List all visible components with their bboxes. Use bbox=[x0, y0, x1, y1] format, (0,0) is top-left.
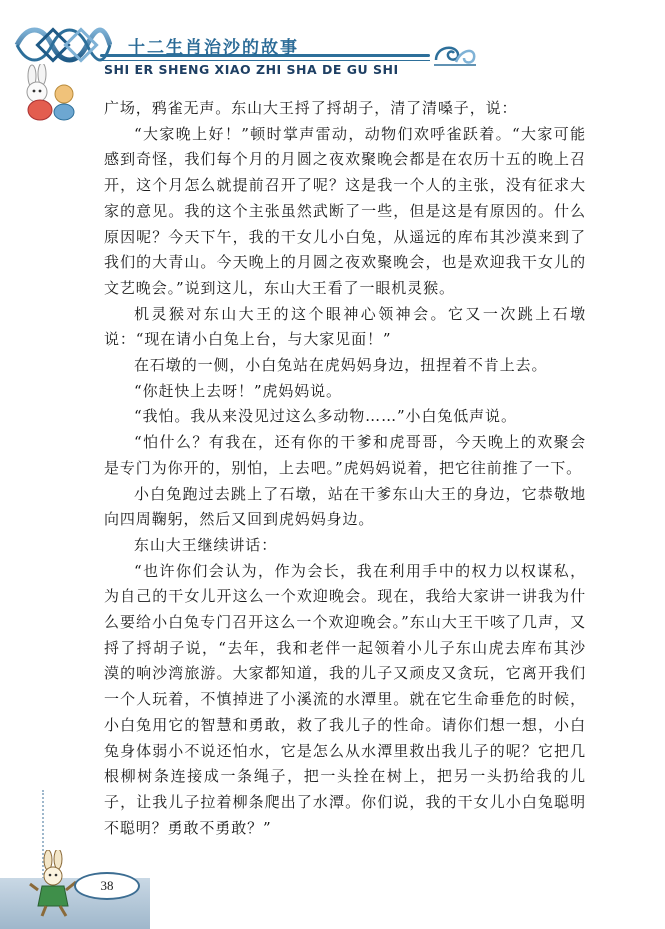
paragraph: “你赶快上去呀！”虎妈妈说。 bbox=[134, 381, 342, 400]
white-rabbit-icon bbox=[18, 64, 80, 122]
header-rule-thin bbox=[100, 60, 430, 61]
paragraph: 东山大王继续讲话： bbox=[134, 535, 278, 554]
cloud-swirl-icon bbox=[432, 38, 478, 68]
paragraph: 机灵猴对东山大王的这个眼神心领神会。它又一次跳上石墩说：“现在请小白兔上台，与大家见面！” bbox=[104, 304, 586, 349]
paragraph: “也许你们会认为，作为会长，我在利用手中的权力以权谋私，为自己的干女儿开这么一个欢迎晚会。现在，我给大家讲一讲我为什么要给小白兔专门召开这么一个欢迎晚会。”东山大王干咳了几声，又捋了捋胡子说，“去年，我和老伴一起领着小儿子东山虎去库布其沙漠的响沙湾旅游。大家都知道，我的儿子又顽皮又贪玩，它离开我们一个人玩着，不慎掉进了小溪流的水潭里。就在它生命垂危的时候，小白兔用它的智慧和勇敢，救了我儿子的性命。请你们想一想，小白兔身体弱小不说还怕水，它是怎么从水潭里救出我儿子的呢？它把几根柳树条连接成一条绳子，把一头拴在树上，把另一头扔给我的儿子，让我儿子拉着柳条爬出了水潭。你们说，我的干女儿小白兔聪明不聪明？勇敢不勇敢？” bbox=[104, 561, 586, 837]
page-number: 38 bbox=[100, 878, 114, 893]
book-title-pinyin: SHI ER SHENG XIAO ZHI SHA DE GU SHI bbox=[104, 62, 399, 77]
book-title: 十二生肖治沙的故事 bbox=[128, 38, 299, 58]
paragraph: 广场，鸦雀无声。东山大王捋了捋胡子，清了清嗓子，说： bbox=[104, 99, 518, 117]
paragraph: 小白兔跑过去跳上了石墩，站在干爹东山大王的身边，它恭敬地向四周鞠躬，然后又回到虎妈妈身边。 bbox=[104, 484, 586, 529]
story-text bbox=[104, 96, 586, 841]
paragraph: 在石墩的一侧，小白兔站在虎妈妈身边，扭捏着不肯上去。 bbox=[134, 356, 548, 375]
paragraph: “怕什么？有我在，还有你的干爹和虎哥哥，今天晚上的欢聚会是专门为你开的，别怕，上去吧。”虎妈妈说着，把它往前推了一下。 bbox=[104, 433, 586, 477]
paragraph: “我怕。我从来没见过这么多动物……”小白兔低声说。 bbox=[134, 407, 517, 426]
knot-ornament-icon bbox=[12, 20, 112, 70]
paragraph: “大家晚上好！”顿时掌声雷动，动物们欢呼雀跃着。“大家可能感到奇怪，我们每个月的月圆之夜欢聚晚会都是在农历十五的晚上召开，这个月怎么就提前召开了呢？这是我一个人的主张，没有征求大家的意见。我的这个主张虽然武断了一些，但是这是有原因的。什么原因呢？今天下午，我的干女儿小白兔，从遥远的库布其沙漠来到了我们的大青山。今天晚上的月圆之夜欢聚晚会，也是欢迎我干女儿的文艺晚会。”说到这儿，东山大王看了一眼机灵猴。 bbox=[104, 124, 586, 297]
page-number-badge bbox=[74, 872, 140, 900]
